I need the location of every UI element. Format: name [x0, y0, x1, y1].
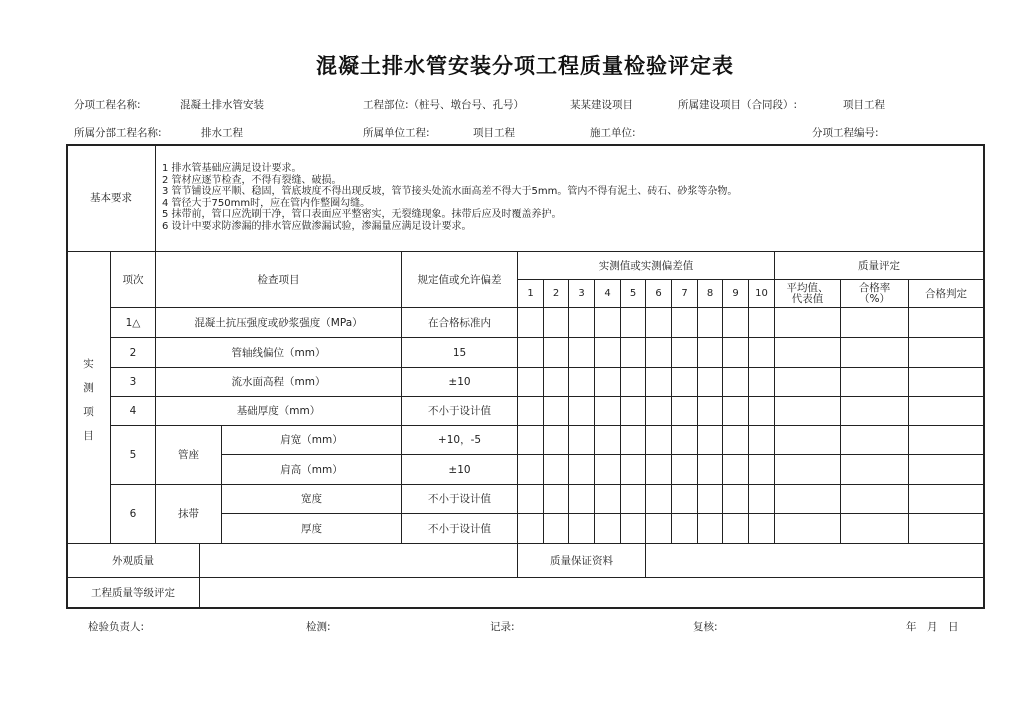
code-label: 分项工程编号: [812, 127, 879, 139]
header-quality-eval: 质量评定 [858, 259, 900, 272]
row-item-no: 5 [129, 449, 137, 461]
sub-project-value: 排水工程 [201, 127, 243, 139]
requirement-line-3: 3 管节铺设应平顺、稳固，管底坡度不得出现反坡，管节接头处流水面高差不得大于5mm。管内不得有泥土、砖石、砂浆等杂物。 [162, 186, 738, 198]
requirement-line-1: 1 排水管基础应满足设计要求。 [162, 163, 302, 174]
measure-point-header: 8 [706, 287, 714, 299]
tester-label: 检测: [306, 621, 331, 633]
builder-label: 施工单位: [590, 127, 636, 139]
row-spec: 不小于设计值 [428, 493, 491, 505]
row-check-item: 宽度 [301, 493, 322, 505]
inspector-label: 检验负责人: [88, 621, 145, 633]
sub-project-label: 所属分部工程名称: [74, 127, 162, 139]
row-check-item: 基础厚度（mm） [236, 405, 321, 417]
measure-point-header: 7 [681, 287, 688, 299]
header-item-no: 项次 [122, 273, 144, 286]
grade-label: 工程质量等级评定 [91, 586, 175, 599]
side-label-char: 实 [83, 358, 94, 370]
row-check-item: 流水面高程（mm） [231, 376, 326, 388]
location-value: 某某建设项目 [570, 99, 633, 111]
header-check-item: 检查项目 [257, 273, 300, 286]
date-label: 年 月 日 [906, 621, 959, 633]
header-average: 平均值、代表值 [786, 281, 829, 305]
row-spec: +10，-5 [437, 434, 482, 446]
header-spec: 规定值或允许偏差 [417, 273, 502, 286]
row-item-no: 4 [129, 405, 137, 417]
row-item-no: 3 [129, 376, 137, 388]
unit-project-label: 所属单位工程: [363, 127, 430, 139]
row-item-no: 2 [129, 346, 137, 359]
measure-point-header: 10 [755, 287, 768, 299]
reviewer-label: 复核: [693, 621, 718, 633]
construction-label: 所属建设项目（合同段）: [678, 99, 798, 111]
location-label: 工程部位:（桩号、墩台号、孔号） [363, 99, 525, 111]
recorder-label: 记录: [490, 621, 515, 633]
row-check-item: 肩宽（mm） [280, 434, 343, 446]
row-item-no: 6 [129, 508, 137, 520]
unit-project-value: 项目工程 [473, 127, 515, 139]
assurance-value [646, 544, 983, 577]
requirement-line-6: 6 设计中要求防渗漏的排水管应做渗漏试验，渗漏量应满足设计要求。 [162, 221, 472, 232]
group-name: 抹带 [178, 508, 199, 520]
row-spec: ±10 [448, 463, 471, 476]
measure-point-header: 9 [732, 287, 739, 299]
page-title: 混凝土排水管安装分项工程质量检验评定表 [316, 54, 734, 78]
measure-point-header: 5 [629, 287, 637, 299]
row-check-item: 厚度 [301, 522, 322, 535]
requirement-line-2: 2 管材应逐节检查，不得有裂缝、破损。 [162, 174, 342, 186]
row-spec: 15 [452, 346, 467, 359]
grade-value [200, 578, 983, 607]
row-check-item: 管轴线偏位（mm） [231, 346, 326, 359]
measure-point-header: 3 [578, 287, 585, 299]
row-item-no: 1△ [125, 316, 141, 329]
basic-requirements-label: 基本要求 [90, 192, 132, 204]
construction-value: 项目工程 [843, 99, 885, 111]
project-name-label: 分项工程名称: [74, 99, 141, 111]
header-pass-judgement: 合格判定 [925, 287, 967, 300]
row-spec: 不小于设计值 [428, 522, 491, 535]
header-pass-rate: 合格率（%） [858, 281, 891, 305]
side-label-char: 测 [83, 382, 94, 394]
requirement-line-5: 5 抹带前，管口应洗刷干净，管口表面应平整密实，无裂缝现象。抹带后应及时覆盖养护。 [162, 209, 562, 221]
row-spec: ±10 [448, 376, 471, 388]
row-check-item: 混凝土抗压强度或砂浆强度（MPa） [194, 316, 363, 329]
row-spec: 不小于设计值 [428, 405, 491, 417]
appearance-value [200, 544, 517, 577]
header-measured: 实测值或实测偏差值 [598, 259, 694, 272]
measure-point-header: 4 [604, 287, 611, 299]
row-check-item: 肩高（mm） [280, 463, 343, 476]
appearance-label: 外观质量 [112, 554, 154, 567]
row-spec: 在合格标准内 [428, 316, 491, 329]
project-name-value: 混凝土排水管安装 [180, 99, 264, 111]
side-label-char: 目 [83, 430, 94, 442]
side-label-char: 项 [83, 406, 94, 418]
measure-point-header: 1 [527, 287, 534, 299]
measure-point-header: 2 [552, 287, 560, 299]
measure-point-header: 6 [655, 287, 662, 299]
group-name: 管座 [178, 449, 199, 461]
assurance-label: 质量保证资料 [550, 554, 613, 567]
requirement-line-4: 4 管径大于750mm时，应在管内作整圈勾缝。 [162, 197, 371, 209]
